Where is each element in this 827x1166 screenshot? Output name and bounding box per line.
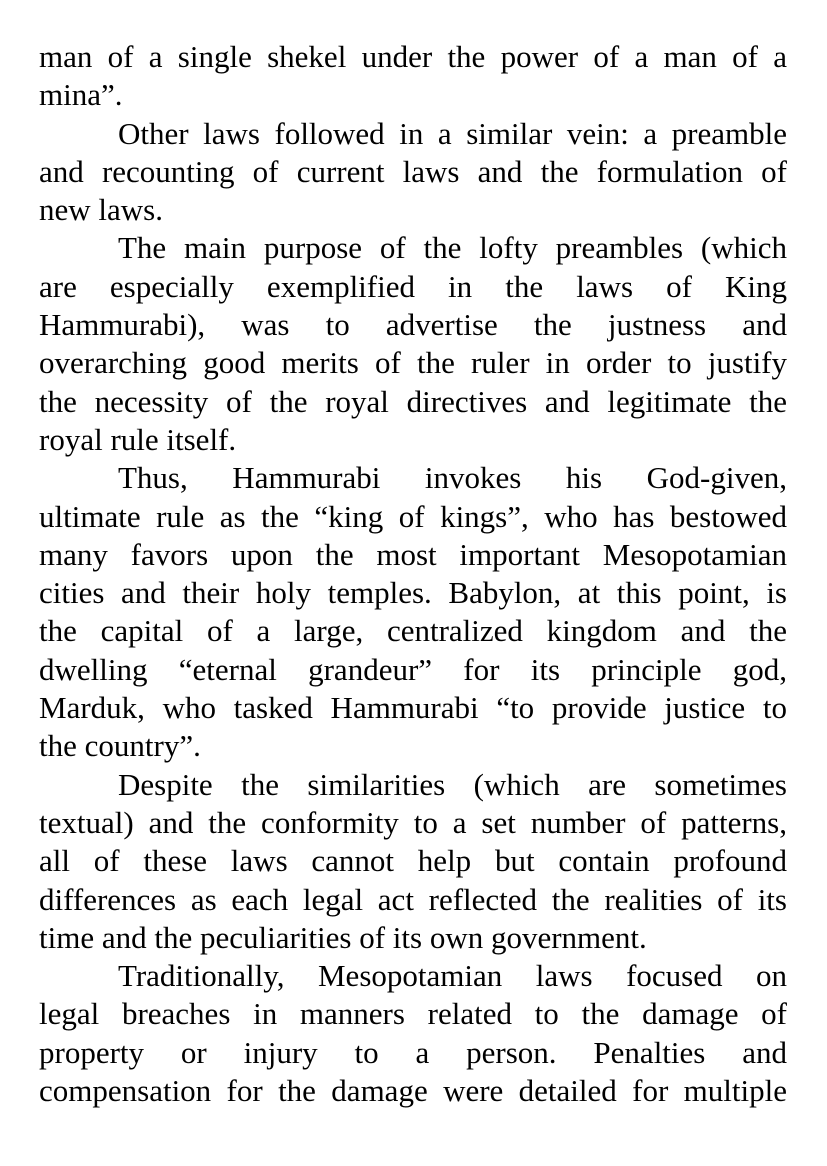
- text-line: Thus, Hammurabi invokes his God-given,: [118, 460, 787, 496]
- paragraph: [39, 459, 787, 765]
- text-line: overarching good merits of the ruler in order to justify: [39, 345, 787, 381]
- text-line: the country”.: [39, 728, 201, 764]
- text-line: time and the peculiarities of its own government.: [39, 919, 647, 955]
- text-line: Despite the similarities (which are sometimes: [118, 766, 787, 802]
- paragraph: [39, 38, 787, 115]
- document-page: [39, 38, 787, 1110]
- text-line: property or injury to a person. Penalties and: [39, 1034, 787, 1070]
- text-line: the necessity of the royal directives and legitimate the: [39, 383, 787, 419]
- text-line: ultimate rule as the “king of kings”, who has bestowed: [39, 498, 787, 534]
- text-line: royal rule itself.: [39, 421, 237, 457]
- text-line: legal breaches in manners related to the damage of: [39, 996, 787, 1032]
- paragraph: [39, 115, 787, 230]
- text-line: man of a single shekel under the power of a man of a: [39, 39, 787, 74]
- text-line: The main purpose of the lofty preambles (which: [118, 230, 787, 266]
- text-line: and recounting of current laws and the formulation of: [39, 153, 787, 189]
- paragraph: [39, 766, 787, 957]
- text-line: textual) and the conformity to a set number of patterns,: [39, 804, 787, 840]
- text-line: mina”.: [39, 77, 123, 113]
- paragraph: [39, 957, 787, 1110]
- text-line: dwelling “eternal grandeur” for its principle god,: [39, 651, 787, 687]
- text-line: Hammurabi), was to advertise the justness and: [39, 307, 787, 343]
- text-line: many favors upon the most important Mesopotamian: [39, 536, 787, 572]
- paragraph: [39, 229, 787, 459]
- text-line: Marduk, who tasked Hammurabi “to provide justice to: [39, 690, 787, 726]
- text-line: Traditionally, Mesopotamian laws focused on: [118, 958, 787, 994]
- text-line: compensation for the damage were detailed for multiple: [39, 1073, 787, 1109]
- text-line: new laws.: [39, 192, 163, 228]
- text-line: differences as each legal act reflected the realities of its: [39, 881, 787, 917]
- text-line: Other laws followed in a similar vein: a preamble: [118, 115, 787, 151]
- text-line: the capital of a large, centralized kingdom and the: [39, 613, 787, 649]
- text-line: are especially exemplified in the laws of King: [39, 268, 787, 304]
- text-line: cities and their holy temples. Babylon, at this point, is: [39, 575, 787, 611]
- text-line: all of these laws cannot help but contain profound: [39, 843, 787, 879]
